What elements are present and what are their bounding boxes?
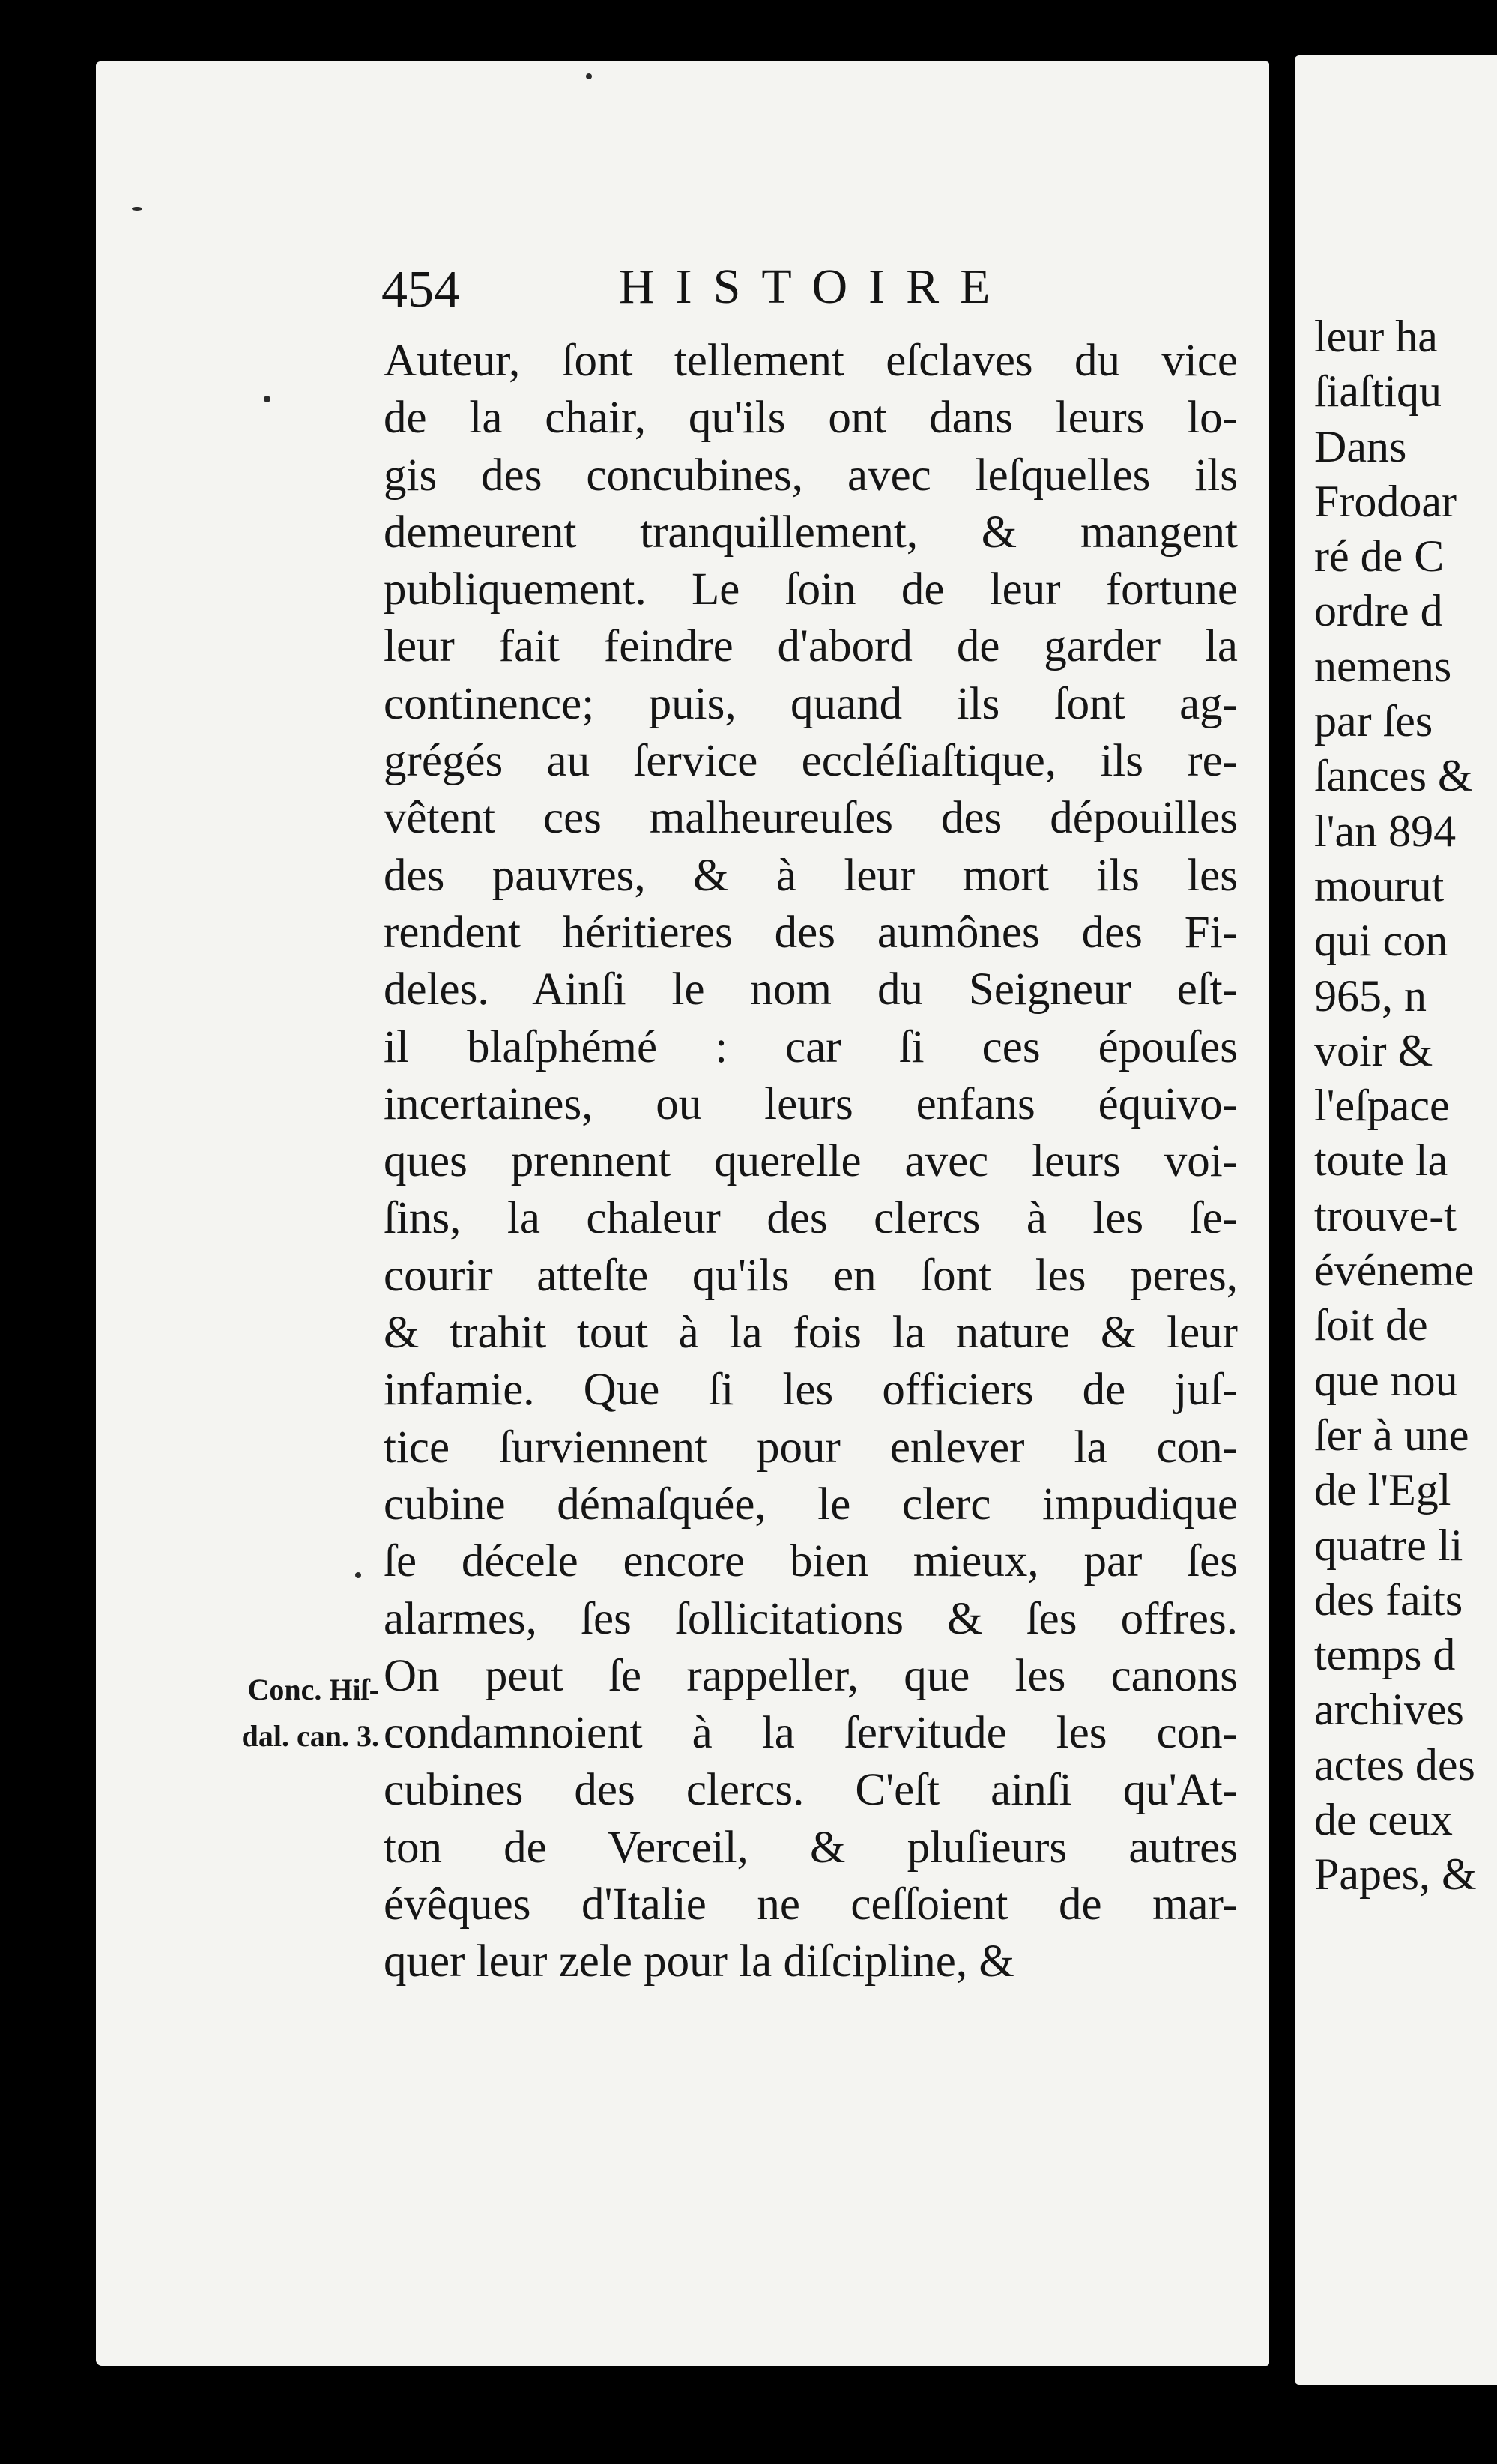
body-line: incertaines, ou leurs enfans équivo- [384, 1078, 1238, 1129]
facing-line: ſiaſtiqu [1314, 366, 1442, 417]
facing-line: Papes, & [1314, 1849, 1477, 1900]
body-line: publiquement. Le ſoin de leur fortune [384, 564, 1238, 615]
body-line: leur fait feindre d'abord de garder la [384, 621, 1238, 672]
scan-speck [264, 396, 270, 402]
facing-line: nemens [1314, 641, 1452, 691]
scan-speck [355, 1572, 361, 1578]
body-line: Auteur, ſont tellement eſclaves du vice [384, 336, 1238, 386]
body-line: condamnoient à la ſervitude les con- [384, 1708, 1238, 1759]
facing-line: leur ha [1314, 312, 1438, 361]
facing-line: Frodoar [1314, 476, 1457, 526]
body-line: deles. Ainſi le nom du Seigneur eſt- [384, 964, 1238, 1015]
body-line: demeurent tranquillement, & mangent [384, 507, 1238, 558]
facing-line: archives [1314, 1685, 1464, 1735]
body-line: ſe décele encore bien mieux, par ſes [384, 1536, 1238, 1587]
facing-line: actes des [1314, 1739, 1475, 1790]
facing-line: ſoit de [1314, 1300, 1428, 1350]
facing-line: 965, n [1314, 970, 1427, 1021]
body-line: des pauvres, & à leur mort ils les [384, 850, 1238, 901]
body-line: cubines des clercs. C'eſt ainſi qu'At- [384, 1765, 1238, 1816]
body-line: alarmes, ſes ſollicitations & ſes offres. [384, 1593, 1238, 1644]
body-line: continence; puis, quand ils ſont ag- [384, 678, 1238, 729]
marginal-note [162, 1667, 379, 1760]
facing-line: l'an 894 [1314, 806, 1457, 856]
facing-line: temps d [1314, 1630, 1456, 1680]
scan-speck [132, 207, 142, 211]
marginal-note-line: Conc. Hiſ- [247, 1673, 379, 1706]
facing-line: événeme [1314, 1245, 1475, 1296]
page-number: 454 [381, 261, 460, 318]
body-line: tice ſurviennent pour enlever la con- [384, 1422, 1238, 1473]
body-line: il blaſphémé : car ſi ces épouſes [384, 1021, 1238, 1072]
facing-line: qui con [1314, 916, 1448, 966]
body-line: grégés au ſervice eccléſiaſtique, ils re- [384, 736, 1238, 787]
body-line: infamie. Que ſi les officiers de juſ- [384, 1365, 1238, 1416]
facing-line: ré de C [1314, 531, 1445, 582]
body-line: courir atteſte qu'ils en ſont les peres, [384, 1250, 1238, 1301]
body-line: ques prennent querelle avec leurs voi- [384, 1136, 1238, 1187]
body-line: & trahit tout à la fois la nature & leur [384, 1308, 1238, 1359]
body-line: évêques d'Italie ne ceſſoient de mar- [384, 1879, 1238, 1930]
body-line: vêtent ces malheureuſes des dépouilles [384, 793, 1238, 844]
facing-line: Dans [1314, 421, 1407, 471]
body-line: On peut ſe rappeller, que les canons [384, 1650, 1238, 1701]
body-line: ton de Verceil, & pluſieurs autres [384, 1822, 1238, 1873]
body-line: ſins, la chaleur des clercs à les ſe- [384, 1193, 1238, 1244]
facing-line: voir & [1314, 1025, 1433, 1075]
facing-line: ſances & [1314, 751, 1473, 801]
body-line: quer leur zele pour la diſcipline, & [384, 1936, 1014, 1987]
facing-line: trouve-t [1314, 1190, 1457, 1240]
facing-line: l'eſpace [1314, 1081, 1450, 1131]
facing-page-text [1314, 309, 1497, 1903]
facing-line: par ſes [1314, 696, 1433, 746]
facing-line: des faits [1314, 1574, 1463, 1625]
facing-line: que nou [1314, 1355, 1458, 1405]
running-head: HISTOIRE [619, 259, 1011, 314]
marginal-note-line: dal. can. 3. [241, 1719, 379, 1753]
facing-line: de ceux [1314, 1795, 1453, 1845]
body-text [384, 333, 1238, 1991]
facing-line: mourut [1314, 860, 1445, 911]
scan-speck [586, 73, 592, 79]
body-line: gis des concubines, avec leſquelles ils [384, 450, 1238, 501]
body-line: rendent héritieres des aumônes des Fi- [384, 907, 1238, 958]
facing-line: quatre li [1314, 1520, 1463, 1570]
facing-line: ordre d [1314, 586, 1443, 636]
facing-line: ſer à une [1314, 1410, 1469, 1460]
facing-line: de l'Egl [1314, 1465, 1451, 1515]
facing-line: toute la [1314, 1135, 1448, 1186]
body-line: cubine démaſquée, le clerc impudique [384, 1479, 1238, 1530]
body-line: de la chair, qu'ils ont dans leurs lo- [384, 393, 1238, 444]
